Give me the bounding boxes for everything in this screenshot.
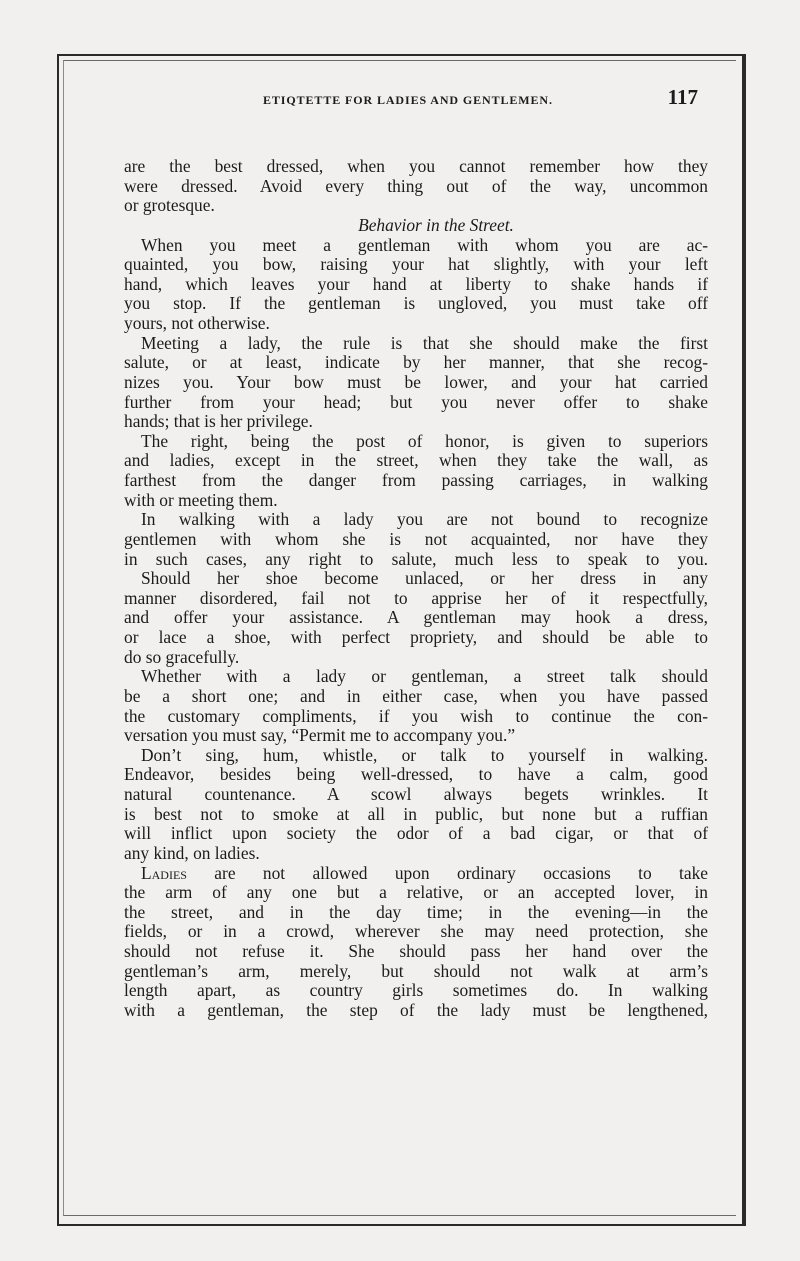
- text-line: and ladies, except in the street, when they take the wall, as: [124, 450, 708, 471]
- section-heading: Behavior in the Street.: [358, 214, 514, 235]
- text-line: the customary compliments, if you wish to continue the con-: [124, 705, 708, 726]
- text-line: will inflict upon society the odor of a bad cigar, or that of: [124, 823, 708, 844]
- text-line: gentleman’s arm, merely, but should not walk at arm’s: [124, 960, 708, 981]
- text-line: farthest from the danger from passing carriages, in walking: [124, 470, 708, 490]
- text-line: The right, being the post of honor, is given to superiors: [141, 430, 708, 451]
- text-line: with a gentleman, the step of the lady must be lengthened,: [124, 999, 708, 1020]
- text-line: further from your head; but you never offer to shake: [124, 391, 708, 412]
- text-line: and offer your assistance. A gentleman may hook a dress,: [124, 607, 708, 628]
- text-line: should not refuse it. She should pass her hand over the: [124, 941, 708, 961]
- text-line: Whether with a lady or gentleman, a street talk should: [141, 666, 708, 687]
- text-line: In walking with a lady you are not bound to recognize: [141, 509, 708, 530]
- text-line: hand, which leaves your hand at liberty to shake hands if: [124, 273, 708, 294]
- running-head: [124, 85, 708, 111]
- book-page: [124, 85, 708, 1021]
- text-line: When you meet a gentleman with whom you are ac-: [141, 234, 708, 255]
- text-line: manner disordered, fail not to apprise her of it respectfully,: [124, 587, 708, 608]
- text-line: the arm of any one but a relative, or an accepted lover, in: [124, 882, 708, 903]
- text-line: length apart, as country girls sometimes do. In walking: [124, 980, 708, 1001]
- text-line: is best not to smoke at all in public, but none but a ruffian: [124, 803, 708, 824]
- text-line: be a short one; and in either case, when you have passed: [124, 685, 708, 706]
- text-line: nizes you. Your bow must be lower, and your hat carried: [124, 371, 708, 392]
- text-line: Endeavor, besides being well-dressed, to have a calm, good: [124, 764, 708, 785]
- text-line: hands; that is her privilege.: [124, 411, 313, 432]
- text-line: you stop. If the gentleman is ungloved, you must take off: [124, 293, 708, 314]
- text-line: Ladies are not allowed upon ordinary occasions to take: [141, 862, 708, 883]
- text-line: quainted, you bow, raising your hat slightly, with your left: [124, 254, 708, 275]
- text-line: the street, and in the day time; in the evening—in the: [124, 901, 708, 922]
- text-line: or grotesque.: [124, 195, 215, 216]
- text-line: salute, or at least, indicate by her manner, that she recog-: [124, 352, 708, 373]
- text-line: Should her shoe become unlaced, or her dress in any: [141, 568, 708, 589]
- text-line: with or meeting them.: [124, 489, 278, 510]
- text-line: Meeting a lady, the rule is that she should make the first: [141, 332, 708, 353]
- text-line: are the best dressed, when you cannot remember how they: [124, 156, 708, 176]
- text-line: versation you must say, “Permit me to accompany you.”: [124, 725, 516, 746]
- text-line: yours, not otherwise.: [124, 313, 270, 333]
- text-line: natural countenance. A scowl always begets wrinkles. It: [124, 784, 708, 804]
- page-number: 117: [667, 85, 698, 109]
- text-line: were dressed. Avoid every thing out of the way, uncommon: [124, 175, 708, 196]
- text-line: gentlemen with whom she is not acquainted, nor have they: [124, 528, 708, 549]
- text-line: Don’t sing, hum, whistle, or talk to yourself in walking.: [141, 744, 708, 765]
- running-head-title: ETIQTETTE FOR LADIES AND GENTLEMEN.: [263, 93, 553, 107]
- text-line: fields, or in a crowd, wherever she may need protection, she: [124, 921, 708, 942]
- text-line: or lace a shoe, with perfect propriety, and should be able to: [124, 627, 708, 647]
- text-line: in such cases, any right to salute, much less to speak to you.: [124, 548, 708, 569]
- text-line: do so gracefully.: [124, 646, 240, 667]
- text-line: any kind, on ladies.: [124, 842, 260, 863]
- body-text: [124, 157, 708, 1021]
